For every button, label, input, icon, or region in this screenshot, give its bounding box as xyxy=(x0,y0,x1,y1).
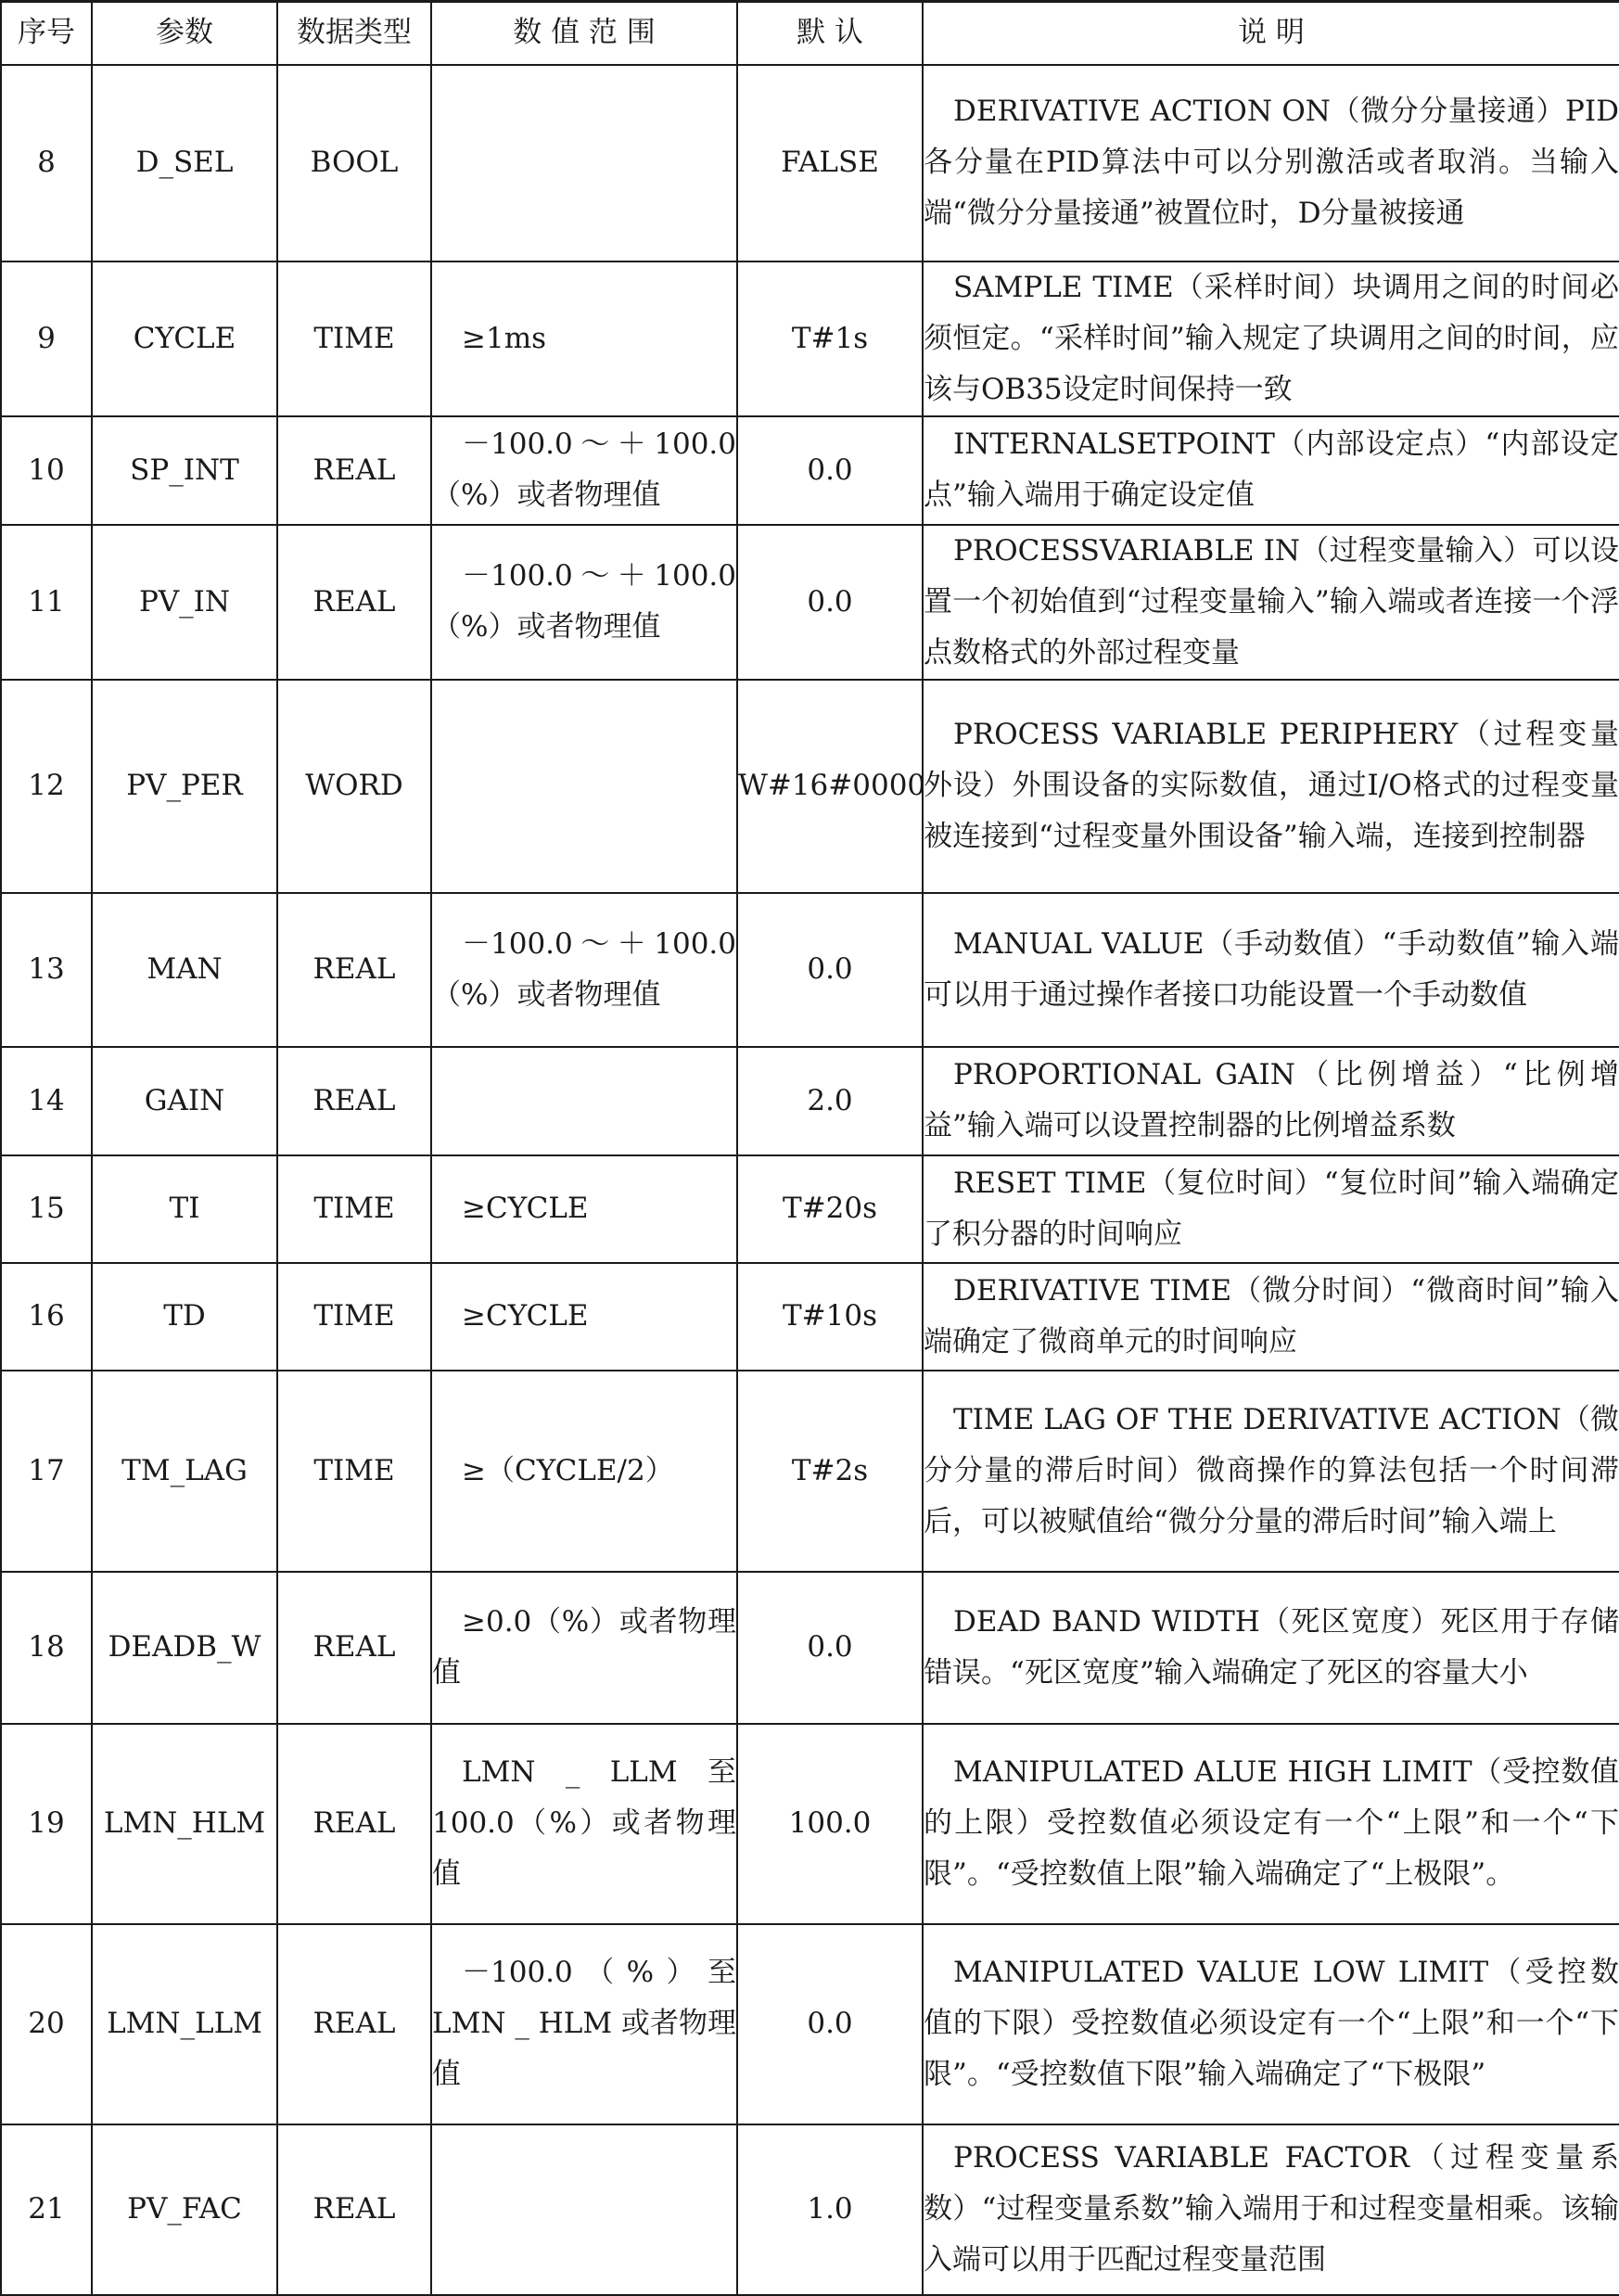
cell-default: 0.0 xyxy=(737,525,923,680)
cell-desc: MANIPULATED VALUE LOW LIMIT（受控数值的下限）受控数值必须设定有一个“上限”和一个“下限”。“受控数值下限”输入端确定了“下极限” xyxy=(923,1924,1619,2124)
cell-desc: DEAD BAND WIDTH（死区宽度）死区用于存储错误。“死区宽度”输入端确定了死区的容量大小 xyxy=(923,1572,1619,1724)
cell-default: T#10s xyxy=(737,1263,923,1371)
table-row xyxy=(1,1924,1619,2124)
cell-range xyxy=(431,680,737,893)
cell-desc: PROCESSVARIABLE IN（过程变量输入）可以设置一个初始值到“过程变量输入”输入端或者连接一个浮点数格式的外部过程变量 xyxy=(923,525,1619,680)
table-row xyxy=(1,2124,1619,2295)
cell-param: PV_IN xyxy=(92,525,277,680)
cell-default: W#16#0000 xyxy=(737,680,923,893)
cell-default: 0.0 xyxy=(737,1924,923,2124)
cell-param: GAIN xyxy=(92,1047,277,1155)
cell-param: PV_FAC xyxy=(92,2124,277,2295)
cell-desc: MANIPULATED ALUE HIGH LIMIT（受控数值的上限）受控数值必须设定有一个“上限”和一个“下限”。“受控数值上限”输入端确定了“上极限”。 xyxy=(923,1724,1619,1924)
cell-range: －100.0（%）至 LMN _ HLM 或者物理值 xyxy=(431,1924,737,2124)
table-row xyxy=(1,680,1619,893)
cell-desc: DERIVATIVE TIME（微分时间）“微商时间”输入端确定了微商单元的时间响应 xyxy=(923,1263,1619,1371)
table-row xyxy=(1,261,1619,416)
cell-desc: PROCESS VARIABLE PERIPHERY（过程变量外设）外围设备的实际数值，通过I/O格式的过程变量被连接到“过程变量外围设备”输入端，连接到控制器 xyxy=(923,680,1619,893)
cell-dtype: REAL xyxy=(277,1572,431,1724)
cell-range: －100.0～＋100.0（%）或者物理值 xyxy=(431,893,737,1047)
cell-default: 0.0 xyxy=(737,893,923,1047)
cell-param: SP_INT xyxy=(92,416,277,525)
cell-dtype: TIME xyxy=(277,1155,431,1263)
cell-param: MAN xyxy=(92,893,277,1047)
cell-desc: TIME LAG OF THE DERIVATIVE ACTION（微分分量的滞后时间）微商操作的算法包括一个时间滞后，可以被赋值给“微分分量的滞后时间”输入端上 xyxy=(923,1371,1619,1572)
cell-dtype: REAL xyxy=(277,416,431,525)
cell-index: 13 xyxy=(1,893,92,1047)
cell-default: T#1s xyxy=(737,261,923,416)
cell-dtype: TIME xyxy=(277,261,431,416)
cell-param: CYCLE xyxy=(92,261,277,416)
cell-desc: INTERNALSETPOINT（内部设定点）“内部设定点”输入端用于确定设定值 xyxy=(923,416,1619,525)
cell-index: 14 xyxy=(1,1047,92,1155)
cell-default: T#20s xyxy=(737,1155,923,1263)
cell-default: T#2s xyxy=(737,1371,923,1572)
cell-index: 18 xyxy=(1,1572,92,1724)
cell-desc: RESET TIME（复位时间）“复位时间”输入端确定了积分器的时间响应 xyxy=(923,1155,1619,1263)
table-row xyxy=(1,1724,1619,1924)
cell-desc: MANUAL VALUE（手动数值）“手动数值”输入端可以用于通过操作者接口功能设置一个手动数值 xyxy=(923,893,1619,1047)
table-row xyxy=(1,416,1619,525)
cell-index: 12 xyxy=(1,680,92,893)
cell-param: DEADB_W xyxy=(92,1572,277,1724)
cell-range xyxy=(431,1047,737,1155)
cell-dtype: WORD xyxy=(277,680,431,893)
cell-range: －100.0～＋100.0（%）或者物理值 xyxy=(431,416,737,525)
cell-default: FALSE xyxy=(737,65,923,261)
cell-dtype: BOOL xyxy=(277,65,431,261)
cell-index: 20 xyxy=(1,1924,92,2124)
cell-index: 17 xyxy=(1,1371,92,1572)
header-param: 参数 xyxy=(92,2,277,65)
cell-param: D_SEL xyxy=(92,65,277,261)
cell-dtype: REAL xyxy=(277,2124,431,2295)
cell-dtype: TIME xyxy=(277,1371,431,1572)
cell-desc: DERIVATIVE ACTION ON（微分分量接通）PID各分量在PID算法中可以分别激活或者取消。当输入端“微分分量接通”被置位时，D分量被接通 xyxy=(923,65,1619,261)
cell-index: 10 xyxy=(1,416,92,525)
table-row xyxy=(1,1371,1619,1572)
cell-index: 21 xyxy=(1,2124,92,2295)
table-row xyxy=(1,525,1619,680)
cell-range: ≥0.0（%）或者物理值 xyxy=(431,1572,737,1724)
cell-param: LMN_LLM xyxy=(92,1924,277,2124)
table-row xyxy=(1,1572,1619,1724)
table-row xyxy=(1,1047,1619,1155)
cell-dtype: REAL xyxy=(277,1724,431,1924)
cell-param: TI xyxy=(92,1155,277,1263)
table-row xyxy=(1,1263,1619,1371)
cell-dtype: REAL xyxy=(277,893,431,1047)
cell-default: 0.0 xyxy=(737,416,923,525)
cell-range: ≥1ms xyxy=(431,261,737,416)
cell-range: ≥CYCLE xyxy=(431,1155,737,1263)
cell-range xyxy=(431,65,737,261)
cell-range: ≥CYCLE xyxy=(431,1263,737,1371)
cell-param: TM_LAG xyxy=(92,1371,277,1572)
cell-index: 16 xyxy=(1,1263,92,1371)
cell-index: 8 xyxy=(1,65,92,261)
cell-range: LMN _ LLM 至 100.0（%）或者物理值 xyxy=(431,1724,737,1924)
cell-default: 2.0 xyxy=(737,1047,923,1155)
header-index: 序号 xyxy=(1,2,92,65)
cell-index: 19 xyxy=(1,1724,92,1924)
table-header xyxy=(1,2,1619,65)
header-range: 数 值 范 围 xyxy=(431,2,737,65)
cell-param: PV_PER xyxy=(92,680,277,893)
header-desc: 说 明 xyxy=(923,2,1619,65)
table-row xyxy=(1,65,1619,261)
header-default: 默 认 xyxy=(737,2,923,65)
cell-desc: SAMPLE TIME（采样时间）块调用之间的时间必须恒定。“采样时间”输入规定了块调用之间的时间，应该与OB35设定时间保持一致 xyxy=(923,261,1619,416)
cell-index: 15 xyxy=(1,1155,92,1263)
cell-dtype: REAL xyxy=(277,1047,431,1155)
table-row xyxy=(1,893,1619,1047)
table-row xyxy=(1,1155,1619,1263)
cell-index: 11 xyxy=(1,525,92,680)
cell-desc: PROCESS VARIABLE FACTOR（过程变量系数）“过程变量系数”输入端用于和过程变量相乘。该输入端可以用于匹配过程变量范围 xyxy=(923,2124,1619,2295)
cell-dtype: TIME xyxy=(277,1263,431,1371)
header-dtype: 数据类型 xyxy=(277,2,431,65)
cell-desc: PROPORTIONAL GAIN（比例增益）“比例增益”输入端可以设置控制器的比例增益系数 xyxy=(923,1047,1619,1155)
cell-range: ≥（CYCLE/2） xyxy=(431,1371,737,1572)
cell-dtype: REAL xyxy=(277,1924,431,2124)
table-body xyxy=(1,65,1619,2295)
cell-range xyxy=(431,2124,737,2295)
cell-range: －100.0～＋100.0（%）或者物理值 xyxy=(431,525,737,680)
cell-default: 0.0 xyxy=(737,1572,923,1724)
cell-default: 1.0 xyxy=(737,2124,923,2295)
cell-param: TD xyxy=(92,1263,277,1371)
cell-index: 9 xyxy=(1,261,92,416)
cell-default: 100.0 xyxy=(737,1724,923,1924)
cell-dtype: REAL xyxy=(277,525,431,680)
cell-param: LMN_HLM xyxy=(92,1724,277,1924)
